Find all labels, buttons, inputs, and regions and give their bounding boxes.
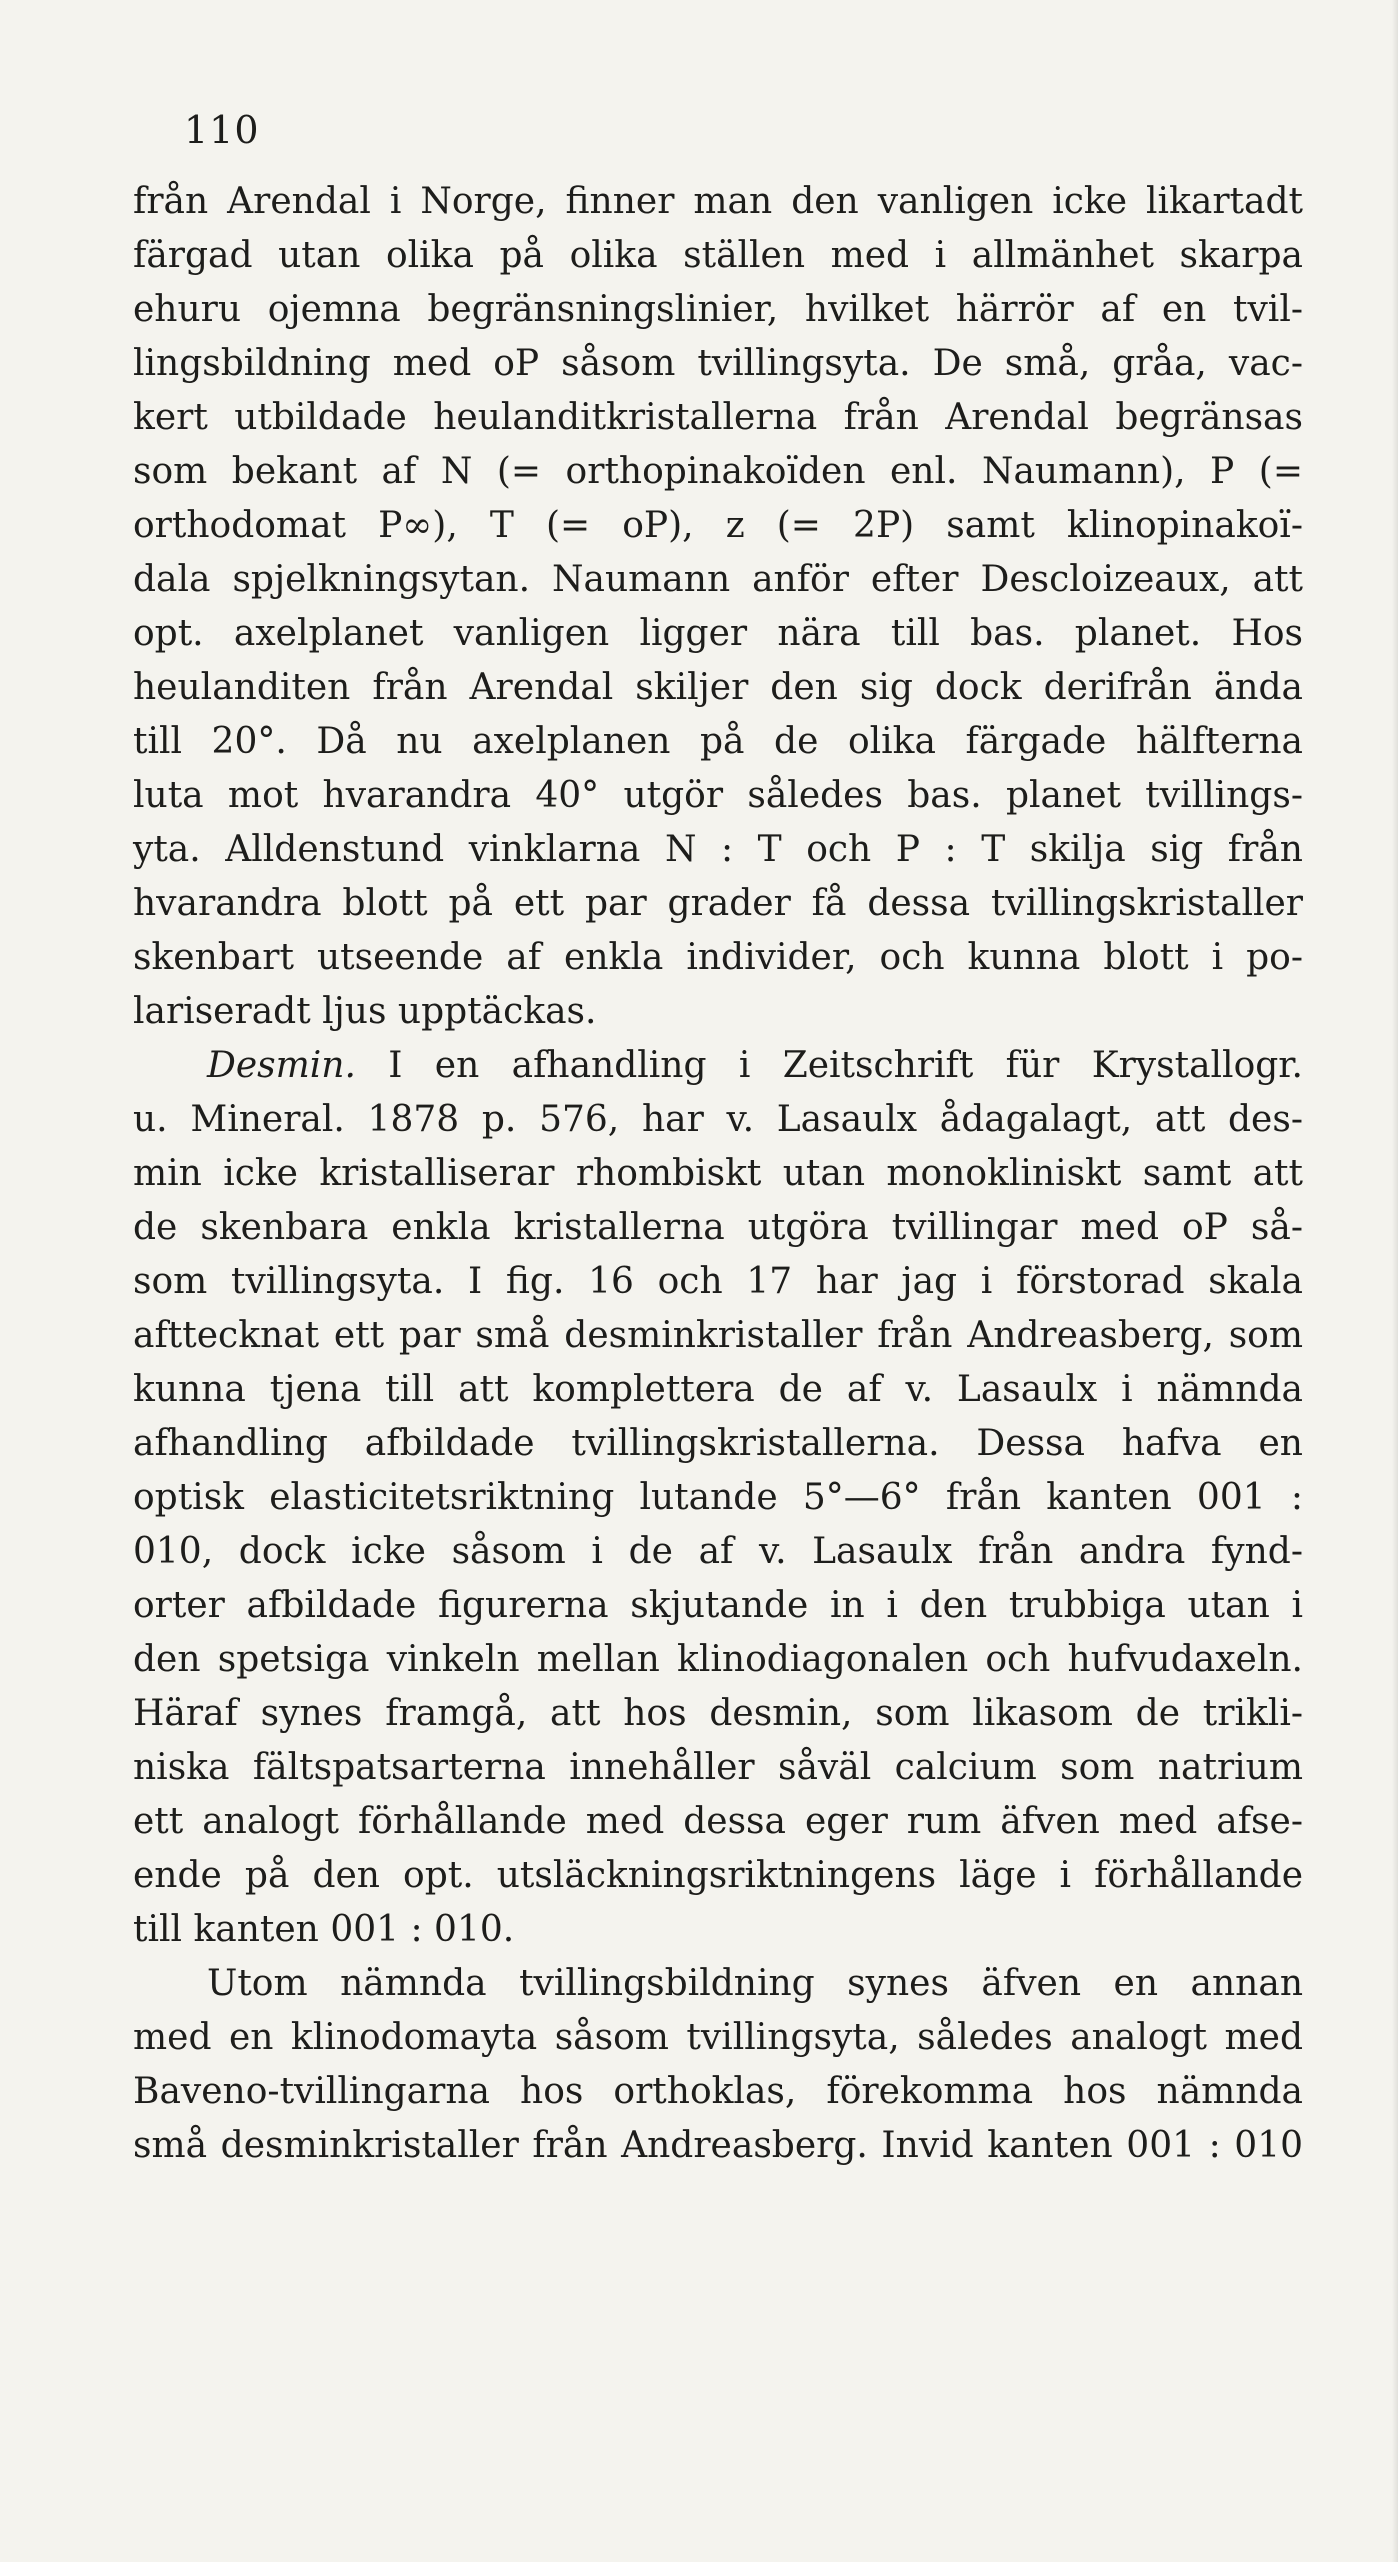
text-line: luta mot hvarandra 40° utgör således bas. planet tvillings-	[133, 775, 1303, 816]
text-line: Häraf synes framgå, att hos desmin, som likasom de trikli-	[133, 1693, 1303, 1734]
text-line: opt. axelplanet vanligen ligger nära till bas. planet. Hos	[133, 613, 1303, 654]
text-line: från Arendal i Norge, finner man den vanligen icke likartadt	[133, 181, 1303, 222]
section-heading-desmin: Desmin.	[207, 1045, 356, 1086]
text-line: de skenbara enkla kristallerna utgöra tvillingar med oP så-	[133, 1207, 1303, 1248]
text-line: som tvillingsyta. I fig. 16 och 17 har jag i förstorad skala	[133, 1261, 1303, 1302]
text-line: yta. Alldenstund vinklarna N : T och P : T skilja sig från	[133, 829, 1303, 870]
text-line: heulanditen från Arendal skiljer den sig dock derifrån ända	[133, 667, 1303, 708]
text-line: med en klinodomayta såsom tvillingsyta, således analogt med	[133, 2017, 1303, 2058]
text-line: kert utbildade heulanditkristallerna från Arendal begränsas	[133, 397, 1303, 438]
text-line: lingsbildning med oP såsom tvillingsyta. De små, gråa, vac-	[133, 343, 1303, 384]
text-line: lariseradt ljus upptäckas.	[133, 991, 597, 1032]
text-line: Baveno-tvillingarna hos orthoklas, förekomma hos nämnda	[133, 2071, 1303, 2112]
text-line	[133, 1039, 1303, 1093]
text-line: skenbart utseende af enkla individer, och kunna blott i po-	[133, 937, 1303, 978]
page-edge-shadow	[1392, 0, 1398, 2562]
text-line: till 20°. Då nu axelplanen på de olika färgade hälfterna	[133, 721, 1303, 762]
text-line: kunna tjena till att komplettera de af v. Lasaulx i nämnda	[133, 1369, 1303, 1410]
text-line: hvarandra blott på ett par grader få dessa tvillingskristaller	[133, 883, 1303, 924]
text-line: färgad utan olika på olika ställen med i allmänhet skarpa	[133, 235, 1303, 276]
text-line: små desminkristaller från Andreasberg. Invid kanten 001 : 010	[133, 2125, 1303, 2166]
text-line: min icke kristalliserar rhombiskt utan monokliniskt samt att	[133, 1153, 1303, 1194]
text-line: niska fältspatsarterna innehåller såväl calcium som natrium	[133, 1747, 1303, 1788]
text-line: afhandling afbildade tvillingskristallerna. Dessa hafva en	[133, 1423, 1303, 1464]
text-line: u. Mineral. 1878 p. 576, har v. Lasaulx ådagalagt, att des-	[133, 1099, 1303, 1140]
text-line: dala spjelkningsytan. Naumann anför efter Descloizeaux, att	[133, 559, 1303, 600]
page-number: 110	[184, 108, 260, 152]
text-line: orthodomat P∞), T (= oP), z (= 2P) samt klinopinakoï-	[133, 505, 1303, 546]
paragraph-desmin	[133, 1039, 1303, 1957]
text-line: optisk elasticitetsriktning lutande 5°—6° från kanten 001 :	[133, 1477, 1303, 1518]
text-line: som bekant af N (= orthopinakoïden enl. Naumann), P (=	[133, 451, 1303, 492]
text-line: ett analogt förhållande med dessa eger rum äfven med afse-	[133, 1801, 1303, 1842]
text-line: till kanten 001 : 010.	[133, 1909, 515, 1950]
text-line: Utom nämnda tvillingsbildning synes äfven en annan	[207, 1963, 1303, 2004]
text-line: orter afbildade figurerna skjutande in i den trubbiga utan i	[133, 1585, 1303, 1626]
text-line: afttecknat ett par små desminkristaller från Andreasberg, som	[133, 1315, 1303, 1356]
body-text	[133, 175, 1303, 2173]
text-line: den spetsiga vinkeln mellan klinodiagonalen och hufvudaxeln.	[133, 1639, 1303, 1680]
text-line: ende på den opt. utsläckningsriktningens läge i förhållande	[133, 1855, 1303, 1896]
paragraph-heulandite	[133, 175, 1303, 1039]
text-line: 010, dock icke såsom i de af v. Lasaulx från andra fynd-	[133, 1531, 1303, 1572]
text-line: ehuru ojemna begränsningslinier, hvilket härrör af en tvil-	[133, 289, 1303, 330]
text-span: I en afhandling i Zeitschrift für Krystallogr.	[355, 1045, 1303, 1086]
paragraph-twinning	[133, 1957, 1303, 2173]
